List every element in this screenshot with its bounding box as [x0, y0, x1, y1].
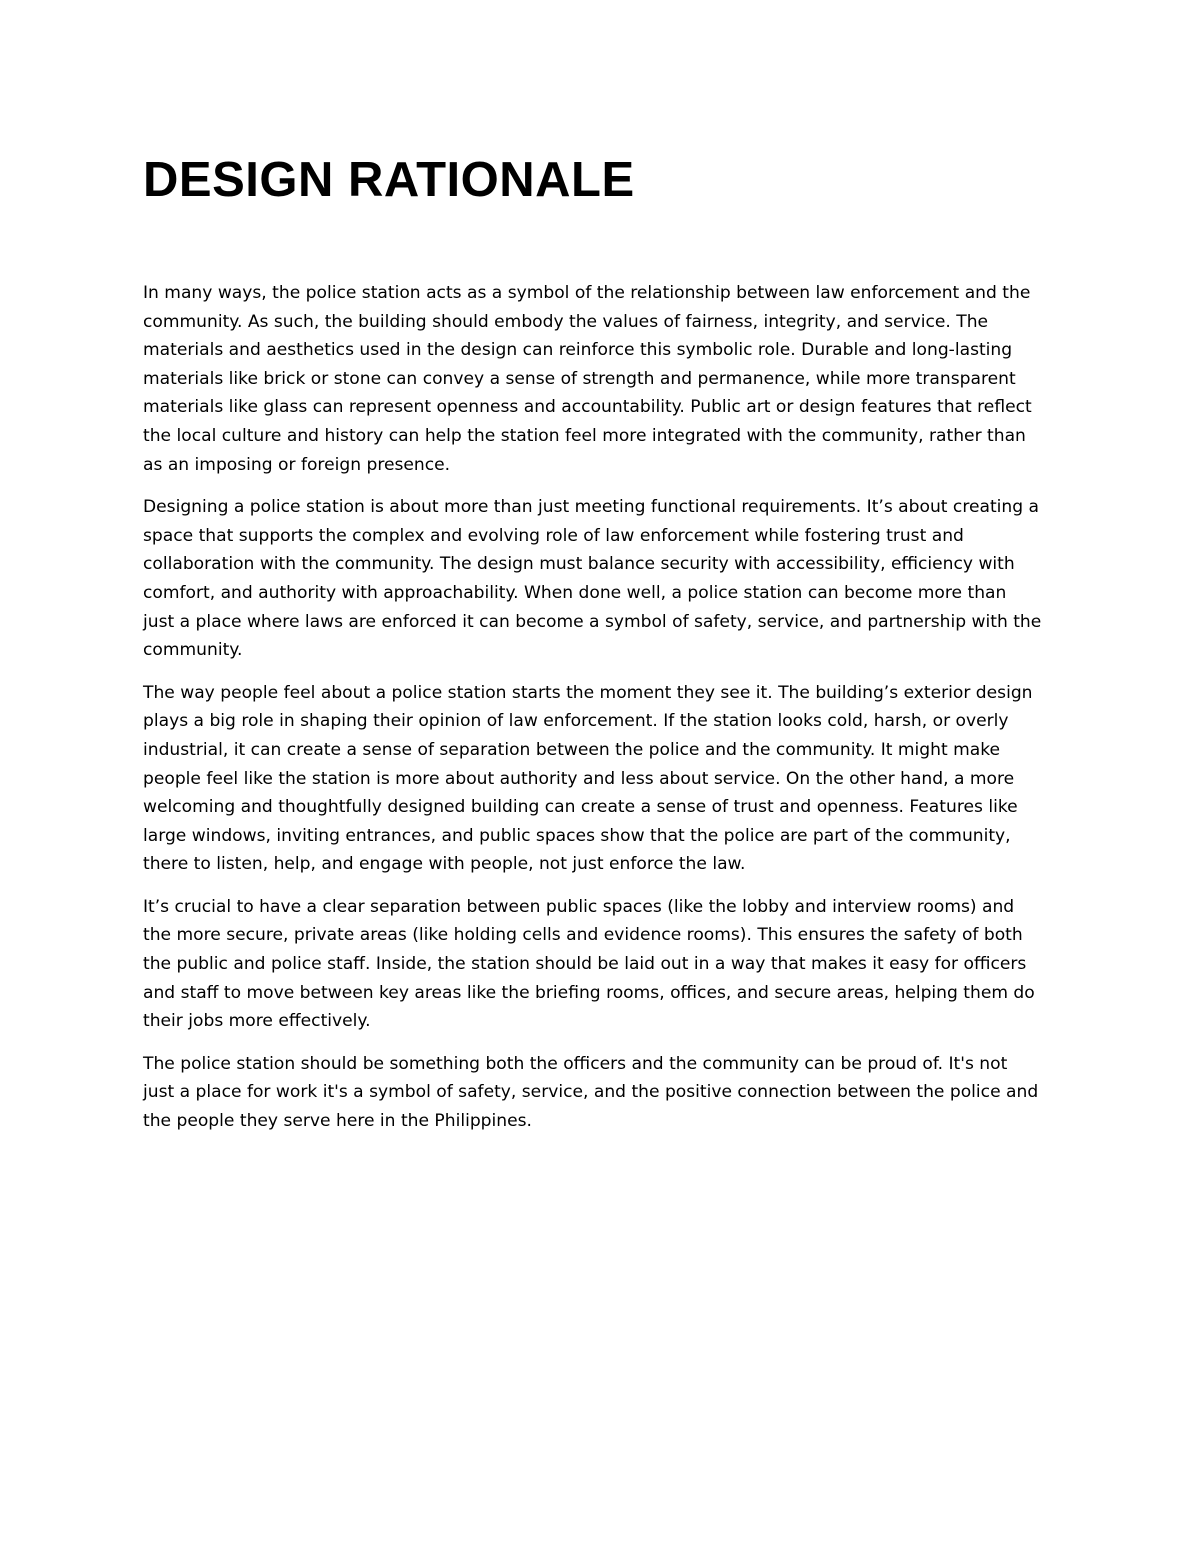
text-line: there to listen, help, and engage with people, not just enforce the law.: [143, 854, 746, 875]
text-line: The police station should be something both the officers and the community can be proud of. It's not: [143, 1053, 1008, 1074]
text-line: the local culture and history can help the station feel more integrated with the community, rather than: [143, 425, 1026, 446]
text-line: community.: [143, 640, 243, 661]
text-line: the people they serve here in the Philippines.: [143, 1111, 532, 1132]
text-line: large windows, inviting entrances, and public spaces show that the police are part of the community,: [143, 825, 1011, 846]
document-body: [143, 279, 1063, 1150]
text-line: industrial, it can create a sense of separation between the police and the community. It might make: [143, 739, 1001, 760]
text-line: just a place for work it's a symbol of safety, service, and the positive connection between the police and: [143, 1082, 1039, 1103]
text-line: people feel like the station is more about authority and less about service. On the other hand, a more: [143, 768, 1015, 789]
text-line: materials like brick or stone can convey a sense of strength and permanence, while more transparent: [143, 368, 1016, 389]
text-line: the more secure, private areas (like holding cells and evidence rooms). This ensures the safety of both: [143, 925, 1023, 946]
text-line: plays a big role in shaping their opinion of law enforcement. If the station looks cold, harsh, or overly: [143, 711, 1009, 732]
text-line: collaboration with the community. The design must balance security with accessibility, efficiency with: [143, 554, 1015, 575]
text-line: In many ways, the police station acts as a symbol of the relationship between law enforcement and the: [143, 283, 1031, 303]
paragraph-5: [143, 1050, 1063, 1136]
text-line: It’s crucial to have a clear separation between public spaces (like the lobby and interview rooms) and: [143, 896, 1015, 917]
paragraph-4: [143, 893, 1063, 1036]
text-line: as an imposing or foreign presence.: [143, 454, 451, 475]
text-line: just a place where laws are enforced it can become a symbol of safety, service, and partnership with the: [143, 611, 1042, 632]
paragraph-2: [143, 493, 1063, 665]
text-line: materials like glass can represent openness and accountability. Public art or design features that reflect: [143, 397, 1032, 418]
text-line: their jobs more effectively.: [143, 1011, 371, 1032]
text-line: space that supports the complex and evolving role of law enforcement while fostering trust and: [143, 525, 964, 546]
paragraph-1: [143, 279, 1063, 479]
text-line: Designing a police station is about more than just meeting functional requirements. It’s about creating a: [143, 497, 1040, 518]
paragraph-3: [143, 679, 1063, 879]
text-line: the public and police staff. Inside, the station should be laid out in a way that makes it easy for officers: [143, 954, 1027, 975]
text-line: The way people feel about a police station starts the moment they see it. The building’s exterior design: [143, 682, 1033, 703]
text-line: welcoming and thoughtfully designed building can create a sense of trust and openness. Features like: [143, 797, 1018, 818]
text-line: and staff to move between key areas like the briefing rooms, offices, and secure areas, helping them do: [143, 982, 1035, 1003]
text-line: community. As such, the building should embody the values of fairness, integrity, and service. The: [143, 311, 989, 332]
text-line: materials and aesthetics used in the design can reinforce this symbolic role. Durable and long-lasting: [143, 340, 1013, 361]
page-title: DESIGN RATIONALE: [143, 153, 635, 207]
text-line: comfort, and authority with approachability. When done well, a police station can become more than: [143, 582, 1007, 603]
